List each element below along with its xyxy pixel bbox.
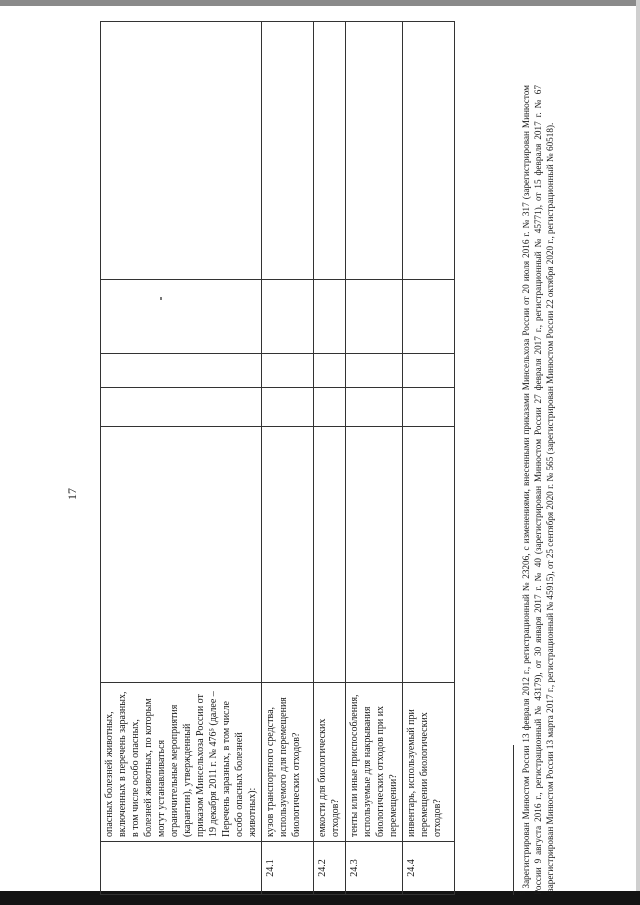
answer-cell: [314, 354, 346, 388]
row-number: 24.3: [346, 842, 403, 895]
table-row: [101, 22, 262, 895]
answer-cell: [101, 388, 262, 427]
footnote: [517, 85, 556, 895]
answer-cell: [403, 388, 455, 427]
answer-cell: [314, 22, 346, 280]
answer-cell: [262, 280, 314, 354]
footnote-separator: [513, 745, 514, 895]
table-row: [346, 22, 403, 895]
checklist-table: [100, 21, 455, 895]
row-question: кузов транспортного средства, используемого для перемещения биологических отходов?: [262, 683, 314, 842]
answer-cell: [346, 427, 403, 683]
answer-cell: [314, 280, 346, 354]
table-row: [403, 22, 455, 895]
answer-cell: [403, 354, 455, 388]
table-row: [314, 22, 346, 895]
answer-cell: [101, 354, 262, 388]
answer-cell: [403, 280, 455, 354]
answer-cell: [346, 354, 403, 388]
answer-cell: [314, 427, 346, 683]
page-number: 17: [65, 488, 79, 500]
rotated-page: [45, 85, 585, 895]
row-number: [101, 842, 262, 895]
scan-edge-right: [636, 0, 640, 905]
answer-cell: [262, 388, 314, 427]
row-question: емкости для биологических отходов?: [314, 683, 346, 842]
row-number: 24.4: [403, 842, 455, 895]
row-number: 24.1: [262, 842, 314, 895]
row-number: 24.2: [314, 842, 346, 895]
answer-cell: [101, 22, 262, 280]
answer-cell: [101, 427, 262, 683]
answer-cell: [314, 388, 346, 427]
answer-cell: [403, 427, 455, 683]
pencil-mark: [160, 297, 162, 300]
answer-cell: [346, 280, 403, 354]
row-question: опасных болезней животных, включенных в перечень заразных, в том числе особо опасных, болезней животных, по которым могут устанавливаться ограничительные мероприятия (карантин), утвержденный приказом Минсельхоза России от 19 декабря 2011 г. № 476⁵ (далее – Перечень заразных, в том числе особо опасных болезней животных):: [101, 683, 262, 842]
table-row: [262, 22, 314, 895]
footnote-marker: 5: [519, 891, 527, 895]
footnote-text: Зарегистрирован Минюстом России 13 февраля 2012 г., регистрационный № 23206, с изменениями, внесенными приказами Минсельхоза России от 20 июля 2016 г. № 317 (зарегистрирован Минюстом России 9 августа 2016 г., регистрационный № 43179), от 30 января 2017 г. № 40 (зарегистрирован Минюстом России 27 февраля 2017 г., регистрационный № 45771), от 15 февраля 2017 г. № 67 (зарегистрирован Минюстом России 13 марта 2017 г., регистрационный № 45915), от 25 сентября 2020 г. № 565 (зарегистрирован Минюстом России 22 октября 2020 г., регистрационный № 60518).: [521, 85, 556, 895]
row-question: тенты или иные приспособления, используемые для накрывания биологических отходов при их перемещении?: [346, 683, 403, 842]
answer-cell: [403, 22, 455, 280]
answer-cell: [262, 22, 314, 280]
row-question: инвентарь, используемый при перемещении биологических отходов?: [403, 683, 455, 842]
answer-cell: [346, 22, 403, 280]
answer-cell: [262, 354, 314, 388]
answer-cell: [262, 427, 314, 683]
answer-cell: [101, 280, 262, 354]
answer-cell: [346, 388, 403, 427]
scan-edge-top: [0, 0, 640, 6]
